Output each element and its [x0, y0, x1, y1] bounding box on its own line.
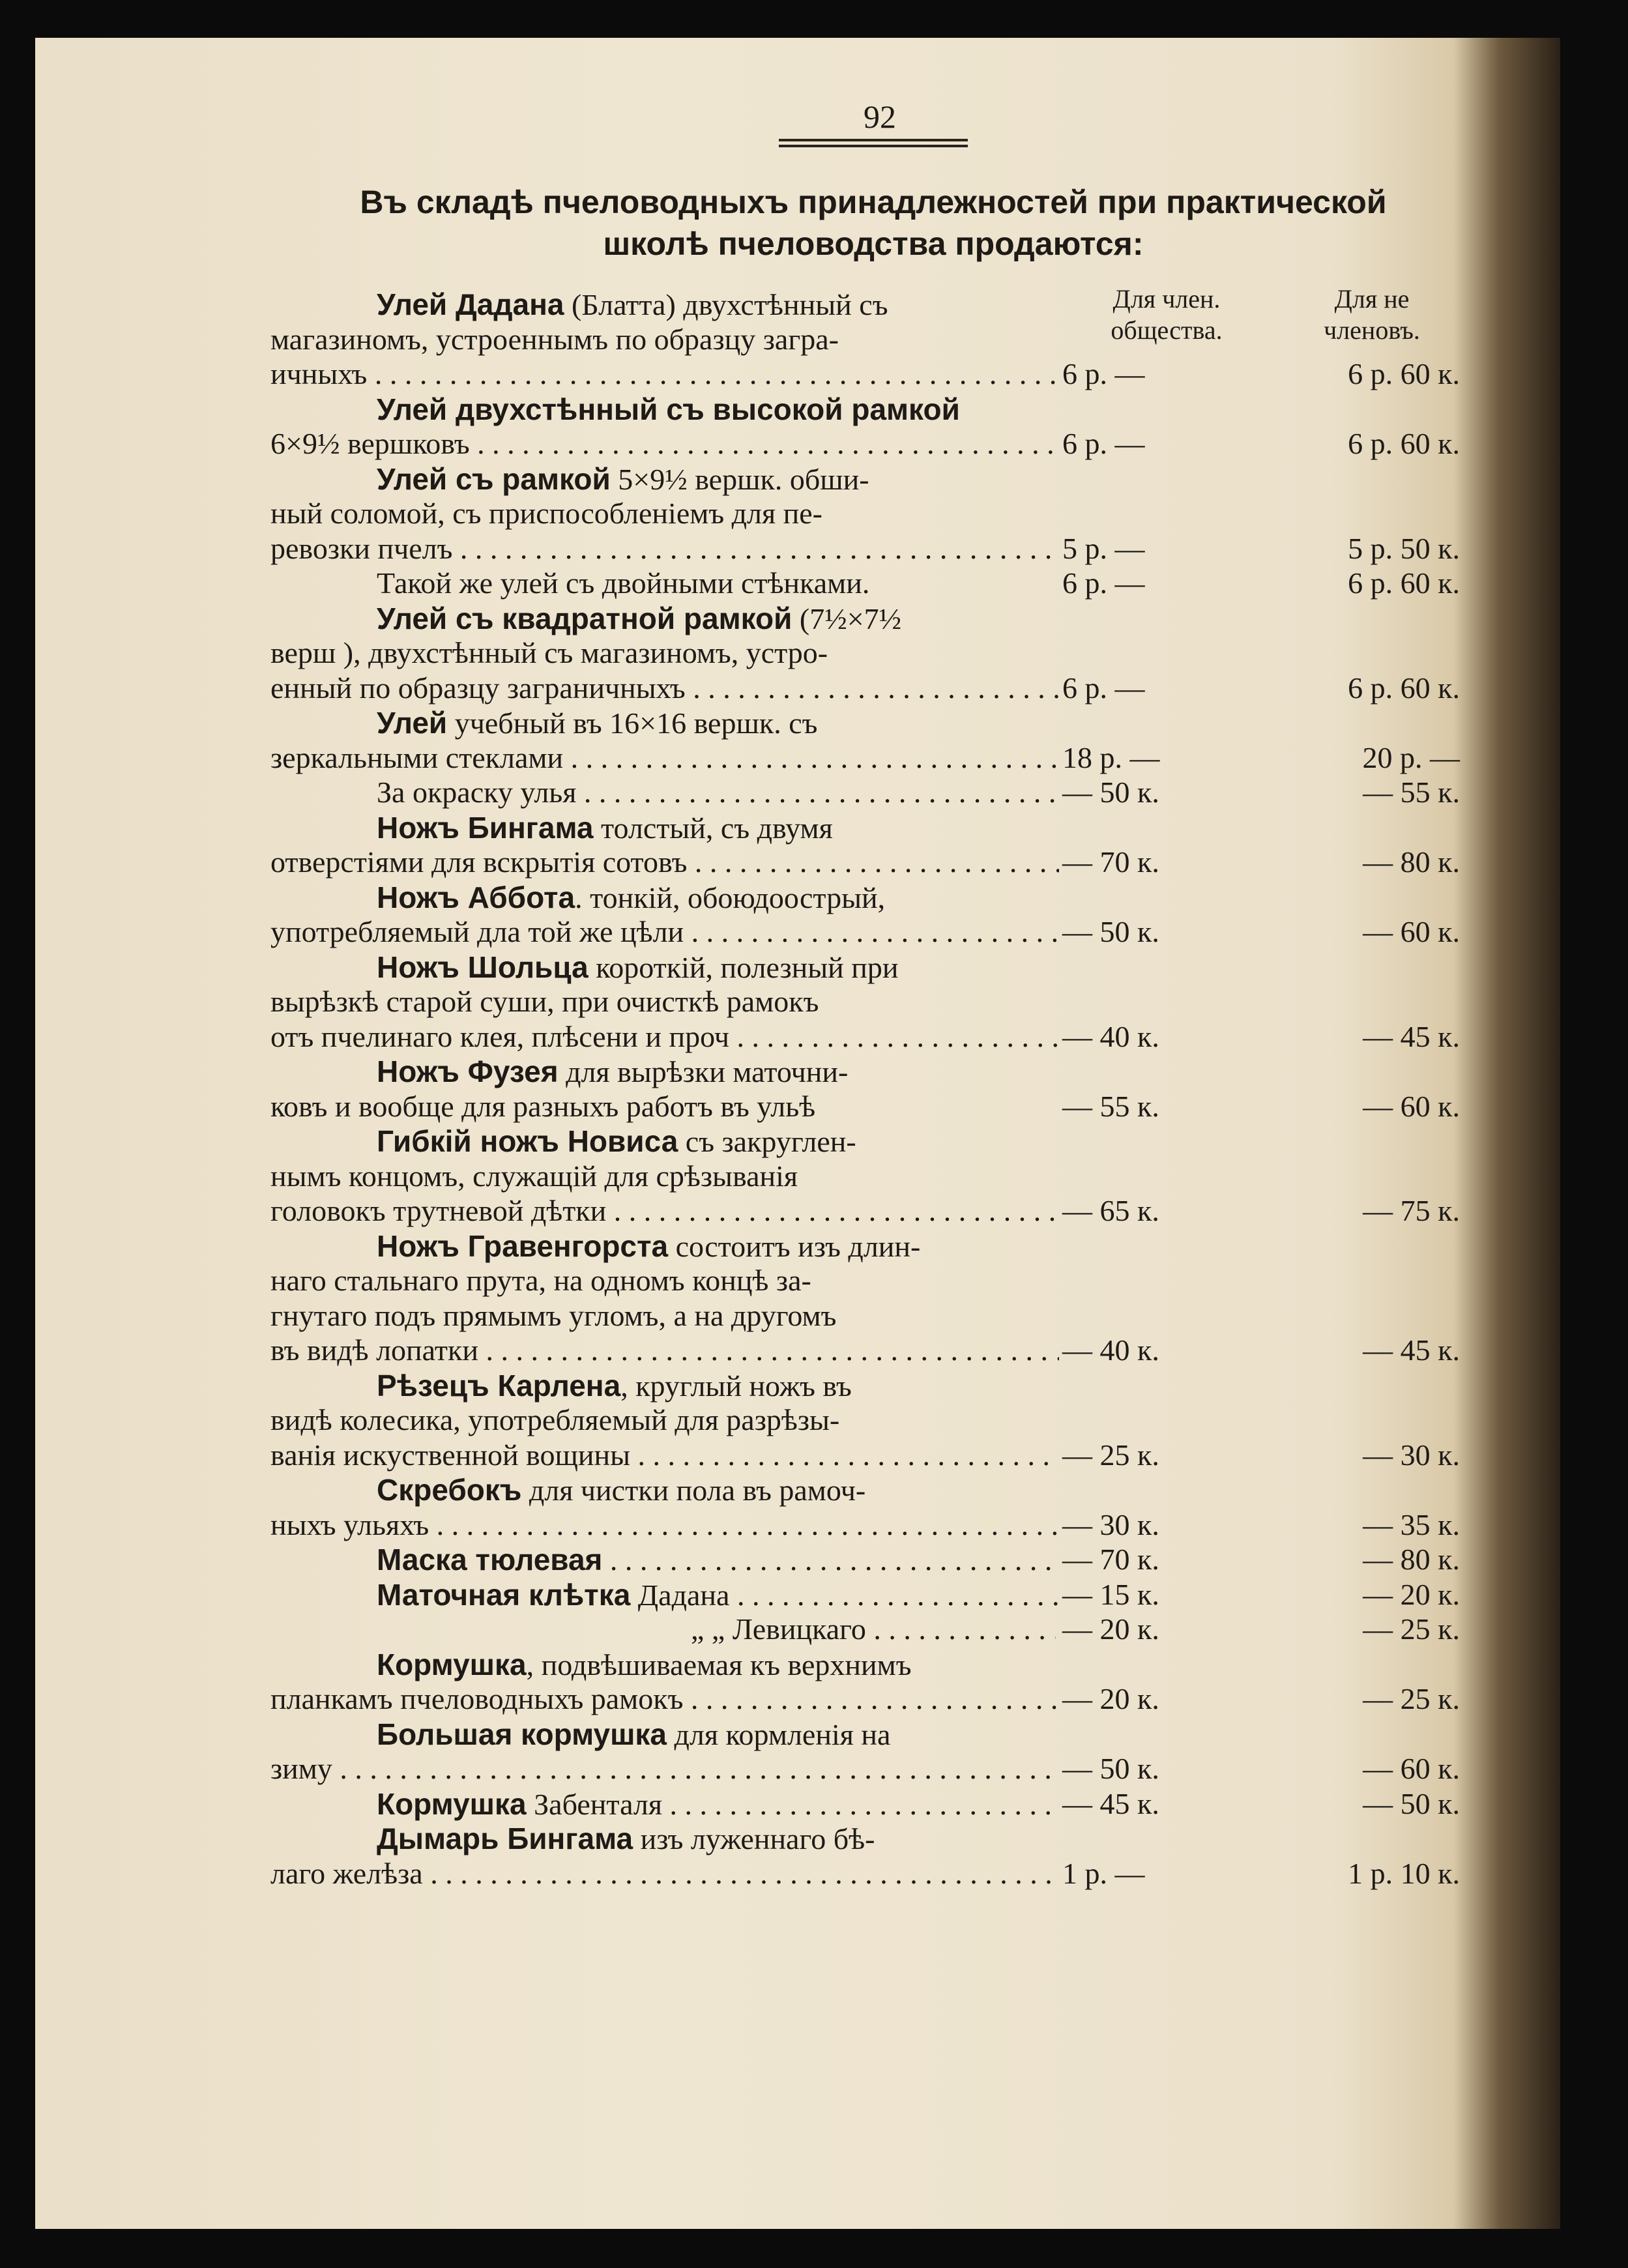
- item-1-line-0: [377, 392, 1061, 428]
- item-11-line-1: [270, 1159, 1059, 1194]
- price-nonmembers: — 25 к.: [1363, 1682, 1460, 1715]
- item-name: Скребокъ: [377, 1473, 522, 1507]
- item-name: Большая кормушка: [377, 1717, 667, 1751]
- price-members: — 25 к.: [1062, 1438, 1159, 1472]
- item-description: Такой же улей съ двойными стѣнками.: [377, 566, 870, 600]
- item-1-line-1: [270, 426, 1059, 461]
- item-name: Улей: [377, 706, 448, 740]
- price-members: — 50 к.: [1062, 776, 1159, 809]
- item-4-line-2: [270, 671, 1059, 706]
- item-name: Ножъ Аббота: [377, 880, 575, 914]
- item-6-line-0: [377, 775, 1061, 810]
- item-name: Улей Дадана: [377, 287, 564, 321]
- column-header-members: Для член. общества.: [1111, 284, 1223, 345]
- item-description: толстый, съ двумя: [593, 811, 833, 845]
- price-members: 6 р. —: [1062, 671, 1145, 705]
- item-8-line-1: [270, 914, 1059, 950]
- item-2-line-2: [270, 531, 1059, 566]
- price-nonmembers: 6 р. 60 к.: [1348, 671, 1460, 705]
- price-nonmembers: — 60 к.: [1363, 915, 1460, 948]
- price-nonmembers: 20 р. —: [1362, 740, 1460, 774]
- item-3-line-0: [377, 566, 1061, 601]
- item-12-line-2: [270, 1298, 1059, 1333]
- price-members: — 40 к.: [1062, 1019, 1159, 1053]
- item-name: Улей двухстѣнный съ высокой рамкой: [377, 392, 960, 426]
- item-description: наго стальнаго прута, на одномъ концѣ за-: [270, 1264, 811, 1297]
- item-description: магазиномъ, устроеннымъ по образцу загра-: [270, 322, 839, 356]
- item-4-line-0: [377, 601, 1061, 637]
- item-name: Маска тюлевая: [377, 1543, 603, 1577]
- heading-line-2: школѣ пчеловодства продаются:: [603, 225, 1144, 262]
- item-description: нымъ концомъ, служащій для срѣзыванія: [270, 1159, 798, 1193]
- catalog-heading: [287, 181, 1460, 265]
- item-7-line-1: [270, 845, 1059, 880]
- price-members: 5 р. —: [1062, 531, 1145, 565]
- item-name: Дымарь Бингама: [377, 1822, 633, 1855]
- item-description: зиму . . .: [270, 1752, 1059, 1785]
- item-description: въ видѣ лопатки . . .: [270, 1333, 1059, 1367]
- price-nonmembers: — 45 к.: [1363, 1019, 1460, 1053]
- item-description: енный по образцу заграничныхъ . . .: [270, 671, 1059, 705]
- item-description: (Блатта) двухстѣнный съ: [564, 288, 888, 321]
- item-9-line-1: [270, 984, 1059, 1019]
- price-members: — 65 к.: [1062, 1194, 1159, 1227]
- item-description: отъ пчелинаго клея, плѣсени и проч . . .: [270, 1020, 1059, 1053]
- item-description: За окраску улья . . .: [377, 776, 1061, 809]
- item-description: съ закруглен-: [678, 1125, 856, 1158]
- item-name: Ножъ Бингама: [377, 810, 594, 845]
- item-10-line-1: [270, 1089, 1059, 1124]
- price-members: 1 р. —: [1062, 1856, 1145, 1890]
- item-description: ванія искуственной вощины . . .: [270, 1438, 1059, 1472]
- item-14-line-1: [270, 1507, 1059, 1543]
- item-description: верш ), двухстѣнный съ магазиномъ, устро-: [270, 636, 828, 669]
- price-members: — 20 к.: [1062, 1682, 1159, 1715]
- item-name: Улей съ квадратной рамкой: [377, 601, 792, 635]
- price-nonmembers: — 35 к.: [1363, 1507, 1460, 1541]
- price-nonmembers: 1 р. 10 к.: [1348, 1856, 1460, 1890]
- price-nonmembers: — 20 к.: [1363, 1577, 1460, 1611]
- item-19-line-1: [270, 1751, 1059, 1786]
- price-members: 6 р. —: [1062, 427, 1145, 460]
- item-description: употребляемый дла той же цѣли . . .: [270, 915, 1059, 948]
- item-description: состоитъ изъ длин-: [668, 1229, 921, 1263]
- item-21-line-1: [270, 1856, 1059, 1891]
- item-name: Кормушка: [377, 1786, 527, 1821]
- item-description: [602, 1543, 1061, 1577]
- item-name: Ножъ Гравенгорста: [377, 1228, 669, 1263]
- item-description: короткій, полезный при: [588, 950, 899, 984]
- item-12-line-0: [377, 1228, 1061, 1264]
- price-nonmembers: — 25 к.: [1363, 1612, 1460, 1646]
- price-members: — 30 к.: [1062, 1507, 1159, 1541]
- item-name: Ножъ Фузея: [377, 1054, 559, 1088]
- item-19-line-0: [377, 1717, 1061, 1752]
- page-number: 92: [864, 98, 896, 135]
- item-0-line-2: [270, 356, 1059, 392]
- item-description: для чистки пола въ рамоч-: [521, 1474, 866, 1507]
- item-0-line-1: [270, 322, 1059, 357]
- item-18-line-0: [377, 1647, 1061, 1683]
- price-members: — 40 к.: [1062, 1333, 1159, 1367]
- item-description: изъ луженнаго бѣ-: [633, 1822, 875, 1855]
- price-members: 6 р. —: [1062, 566, 1145, 600]
- price-nonmembers: — 55 к.: [1363, 776, 1460, 809]
- price-nonmembers: — 50 к.: [1363, 1786, 1460, 1820]
- item-description: планкамъ пчеловодныхъ рамокъ . . .: [270, 1682, 1059, 1715]
- item-9-line-0: [377, 950, 1061, 985]
- price-members: — 15 к.: [1062, 1577, 1159, 1611]
- item-name: Ножъ Шольца: [377, 950, 589, 984]
- item-14-line-0: [377, 1472, 1061, 1508]
- item-description: ковъ и вообще для разныхъ работъ въ ульѣ: [270, 1089, 816, 1123]
- item-0-line-0: [377, 287, 1061, 323]
- price-members: — 55 к.: [1062, 1089, 1159, 1123]
- item-13-line-0: [377, 1368, 1061, 1404]
- item-17-line-0: [691, 1612, 1056, 1647]
- item-2-line-1: [270, 496, 1059, 531]
- item-8-line-0: [377, 880, 1061, 916]
- column-header-nonmembers: Для не членовъ.: [1324, 284, 1420, 345]
- price-nonmembers: — 80 к.: [1363, 845, 1460, 879]
- price-members: — 70 к.: [1062, 1543, 1159, 1576]
- price-members: — 50 к.: [1062, 1752, 1159, 1785]
- item-9-line-2: [270, 1019, 1059, 1054]
- item-13-line-1: [270, 1403, 1059, 1438]
- item-description: Забенталя . . .: [527, 1788, 1061, 1821]
- price-nonmembers: 6 р. 60 к.: [1348, 357, 1460, 390]
- price-members: — 45 к.: [1062, 1786, 1159, 1820]
- price-nonmembers: — 60 к.: [1363, 1752, 1460, 1785]
- item-name: Гибкій ножъ Новиса: [377, 1124, 678, 1158]
- item-description: 5×9½ вершк. обши-: [610, 462, 869, 496]
- heading-line-1: Въ складѣ пчеловодныхъ принадлежностей при практической: [360, 184, 1387, 220]
- item-4-line-1: [270, 635, 1059, 671]
- item-name: Рѣзецъ Карлена: [377, 1368, 621, 1403]
- item-13-line-2: [270, 1438, 1059, 1473]
- page-number-rule-top: [779, 139, 968, 141]
- page-number-rule-bottom: [779, 145, 968, 147]
- item-description: вырѣзкѣ старой суши, при очисткѣ рамокъ: [270, 985, 819, 1018]
- item-12-line-1: [270, 1263, 1059, 1298]
- item-description: . тонкій, обоюдоострый,: [575, 880, 886, 914]
- price-members: — 50 к.: [1062, 915, 1159, 948]
- item-5-line-1: [270, 740, 1059, 776]
- item-description: гнутаго подъ прямымъ угломъ, а на другомъ: [270, 1298, 837, 1332]
- price-nonmembers: — 45 к.: [1363, 1333, 1460, 1367]
- item-description: зеркальными стеклами . . .: [270, 741, 1059, 774]
- item-12-line-3: [270, 1333, 1059, 1368]
- item-description: „ „ Левицкаго . . .: [691, 1612, 1056, 1646]
- item-description: лаго желѣза . . .: [270, 1857, 1059, 1890]
- item-description: , круглый ножъ въ: [620, 1369, 852, 1403]
- item-description: для вырѣзки маточни-: [558, 1055, 849, 1088]
- item-18-line-1: [270, 1681, 1059, 1717]
- item-11-line-2: [270, 1193, 1059, 1228]
- price-nonmembers: — 60 к.: [1363, 1089, 1460, 1123]
- item-description: ичныхъ . . .: [270, 357, 1059, 390]
- price-members: 6 р. —: [1062, 357, 1145, 390]
- price-nonmembers: — 30 к.: [1363, 1438, 1460, 1472]
- item-description: для кормленія на: [667, 1717, 891, 1751]
- price-members: 18 р. —: [1062, 740, 1160, 774]
- item-description: ныхъ ульяхъ . . .: [270, 1508, 1059, 1541]
- item-description: головокъ трутневой дѣтки . . .: [270, 1194, 1059, 1227]
- item-description: 6×9½ вершковъ . . .: [270, 427, 1059, 460]
- price-members: — 70 к.: [1062, 845, 1159, 879]
- item-description: Дадана . . .: [630, 1578, 1061, 1612]
- item-name: Кормушка: [377, 1647, 527, 1681]
- price-nonmembers: 6 р. 60 к.: [1348, 427, 1460, 460]
- item-name: Улей съ рамкой: [377, 461, 611, 496]
- price-nonmembers: — 80 к.: [1363, 1543, 1460, 1576]
- item-5-line-0: [377, 705, 1061, 741]
- price-nonmembers: — 75 к.: [1363, 1194, 1460, 1227]
- item-name: Маточная клѣтка: [377, 1577, 631, 1612]
- item-description: ный соломой, съ приспособленіемъ для пе-: [270, 497, 823, 530]
- item-description: , подвѣшиваемая къ верхнимъ: [526, 1648, 912, 1681]
- item-description: (7½×7½: [792, 602, 902, 635]
- item-16-line-0: [377, 1577, 1061, 1613]
- price-nonmembers: 6 р. 60 к.: [1348, 566, 1460, 600]
- item-21-line-0: [377, 1821, 1061, 1857]
- item-description: видѣ колесика, употребляемый для разрѣзы-: [270, 1403, 840, 1436]
- item-20-line-0: [377, 1786, 1061, 1822]
- item-2-line-0: [377, 461, 1061, 497]
- item-description: ревозки пчелъ . . .: [270, 532, 1059, 565]
- price-nonmembers: 5 р. 50 к.: [1348, 531, 1460, 565]
- price-members: — 20 к.: [1062, 1612, 1159, 1646]
- item-description: учебный въ 16×16 вершк. съ: [447, 706, 818, 740]
- item-7-line-0: [377, 810, 1061, 846]
- item-description: отверстіями для вскрытія сотовъ . . .: [270, 845, 1059, 879]
- item-11-line-0: [377, 1124, 1061, 1159]
- item-10-line-0: [377, 1054, 1061, 1090]
- item-15-line-0: [377, 1542, 1061, 1578]
